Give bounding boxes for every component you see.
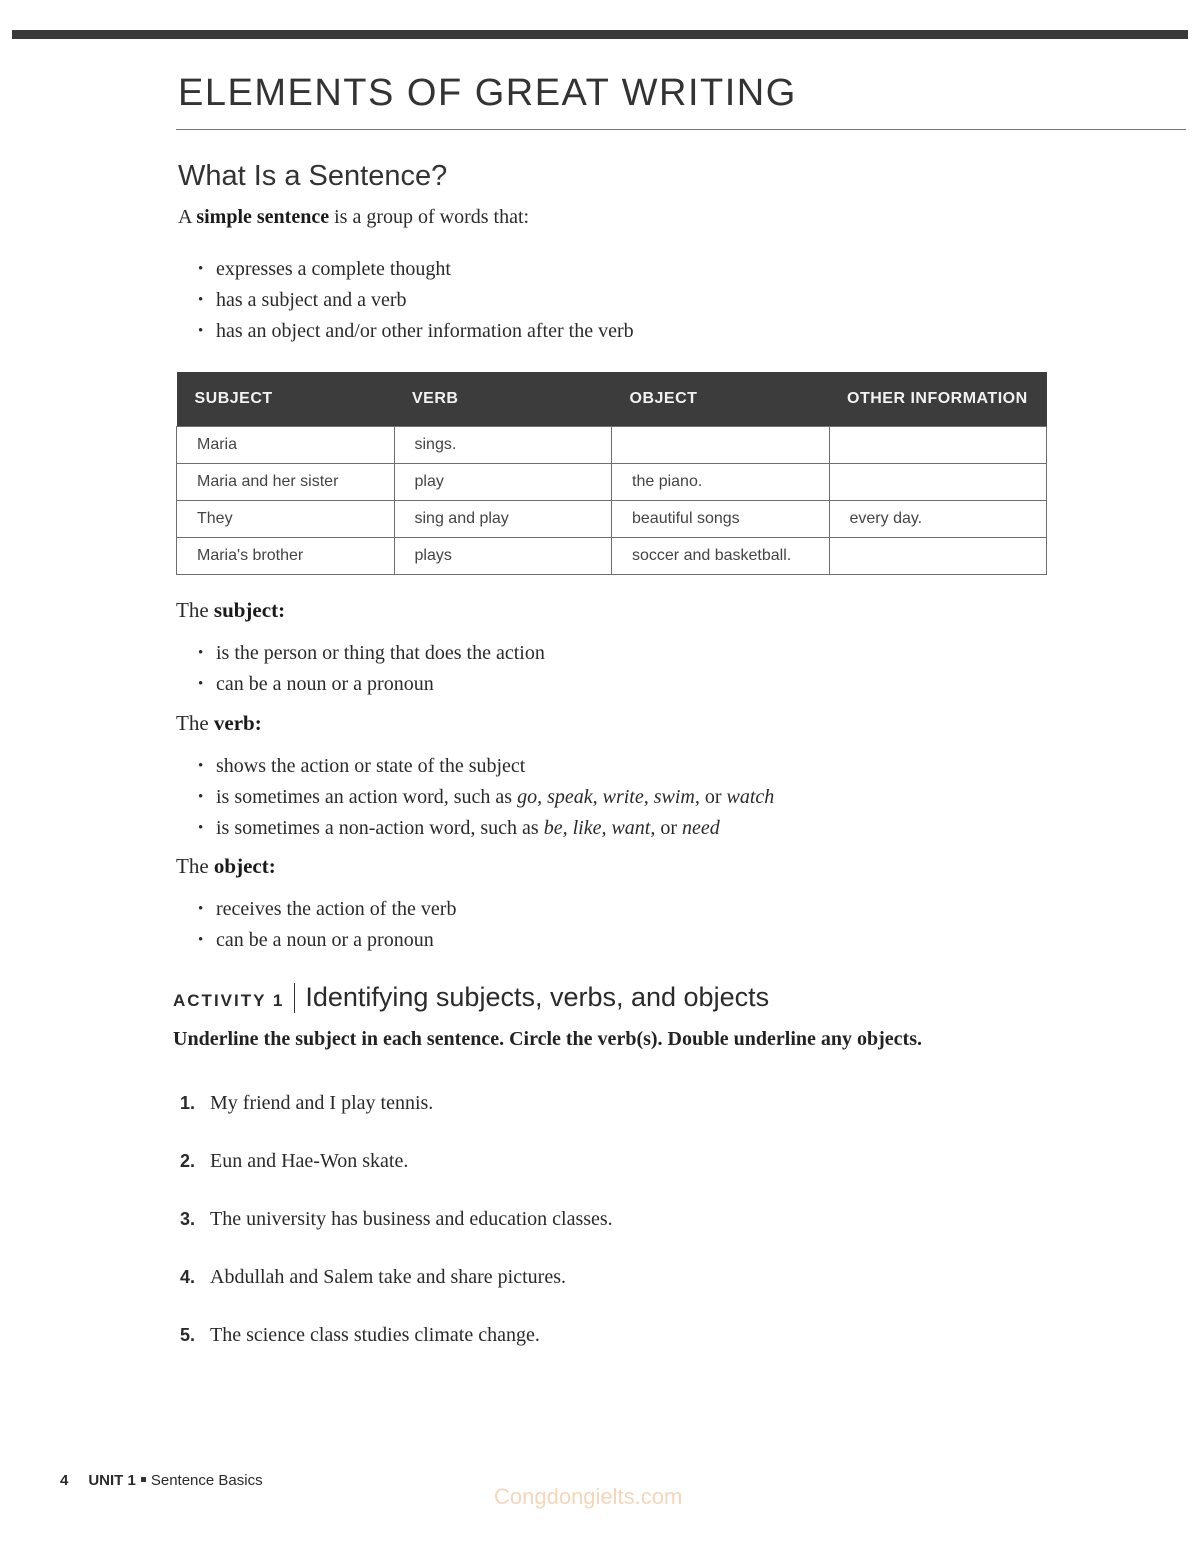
item-sentence: Eun and Hae-Won skate. [210, 1150, 409, 1172]
list-item [180, 1320, 613, 1378]
item-sentence: Abdullah and Salem take and share pictures. [210, 1266, 566, 1288]
table-cell: Maria [177, 427, 395, 464]
list-item [180, 1204, 613, 1262]
page-footer [60, 1472, 263, 1489]
table-header-row [177, 372, 1047, 427]
table-cell [829, 427, 1047, 464]
table-row [177, 501, 1047, 538]
exercise-list [180, 1088, 613, 1378]
table-cell: Maria's brother [177, 538, 395, 575]
table-row [177, 538, 1047, 575]
list-item: • can be a noun or a pronoun [198, 673, 434, 695]
list-item: • expresses a complete thought [198, 258, 451, 280]
list-item [180, 1262, 613, 1320]
table-cell: sings. [394, 427, 612, 464]
object-points-list [198, 894, 456, 956]
section-title: ELEMENTS OF GREAT WRITING [178, 72, 797, 114]
column-header-other-information: OTHER INFORMATION [829, 372, 1047, 427]
sentence-points-list [198, 254, 634, 347]
page-number: 4 [60, 1472, 69, 1489]
bullet-square-icon [141, 1477, 146, 1482]
table-cell: Maria and her sister [177, 464, 395, 501]
list-item: • is the person or thing that does the action [198, 642, 545, 664]
activity-separator [294, 983, 295, 1013]
table-cell: sing and play [394, 501, 612, 538]
subject-points-list [198, 638, 545, 700]
item-number: 1. [180, 1093, 196, 1113]
watermark: Congdongielts.com [494, 1484, 683, 1509]
item-number: 3. [180, 1209, 196, 1229]
list-item: • is sometimes a non-action word, such as be, like, want, or need [198, 817, 720, 839]
column-header-subject: SUBJECT [177, 372, 395, 427]
title-divider [176, 129, 1186, 130]
subject-label: The subject: [176, 598, 286, 622]
item-sentence: The science class studies climate change. [210, 1324, 540, 1346]
activity-label: ACTIVITY 1 [173, 991, 285, 1010]
column-header-verb: VERB [394, 372, 612, 427]
item-number: 5. [180, 1325, 196, 1345]
verb-points-list [198, 751, 774, 844]
table-row [177, 427, 1047, 464]
table-cell: plays [394, 538, 612, 575]
list-item [180, 1146, 613, 1204]
list-item: • has a subject and a verb [198, 289, 407, 311]
column-header-object: OBJECT [612, 372, 830, 427]
table-row [177, 464, 1047, 501]
top-rule [12, 30, 1188, 39]
sentence-parts-table [176, 372, 1047, 575]
item-number: 2. [180, 1151, 196, 1171]
table-cell: every day. [829, 501, 1047, 538]
table-cell: soccer and basketball. [612, 538, 830, 575]
list-item: • is sometimes an action word, such as go, speak, write, swim, or watch [198, 786, 775, 808]
table-cell [612, 427, 830, 464]
table-cell: beautiful songs [612, 501, 830, 538]
list-item: • shows the action or state of the subject [198, 755, 526, 777]
list-item: • has an object and/or other information after the verb [198, 320, 634, 342]
verb-label: The verb: [176, 711, 262, 735]
table-cell [829, 538, 1047, 575]
item-sentence: The university has business and education classes. [210, 1208, 613, 1230]
activity-title: Identifying subjects, verbs, and objects [305, 982, 770, 1012]
activity-instructions: Underline the subject in each sentence. Circle the verb(s). Double underline any objects. [173, 1028, 923, 1050]
unit-label: UNIT 1 [88, 1472, 136, 1489]
object-label: The object: [176, 854, 276, 878]
table-cell [829, 464, 1047, 501]
item-number: 4. [180, 1267, 196, 1287]
list-item [180, 1088, 613, 1146]
table-cell: They [177, 501, 395, 538]
list-item: • can be a noun or a pronoun [198, 929, 434, 951]
activity-header [173, 982, 769, 1013]
table-cell: play [394, 464, 612, 501]
unit-title: Sentence Basics [150, 1472, 263, 1489]
list-item: • receives the action of the verb [198, 898, 457, 920]
item-sentence: My friend and I play tennis. [210, 1092, 434, 1114]
table-cell: the piano. [612, 464, 830, 501]
intro-text: A simple sentence is a group of words that: [178, 206, 530, 228]
page-heading: What Is a Sentence? [178, 160, 448, 192]
